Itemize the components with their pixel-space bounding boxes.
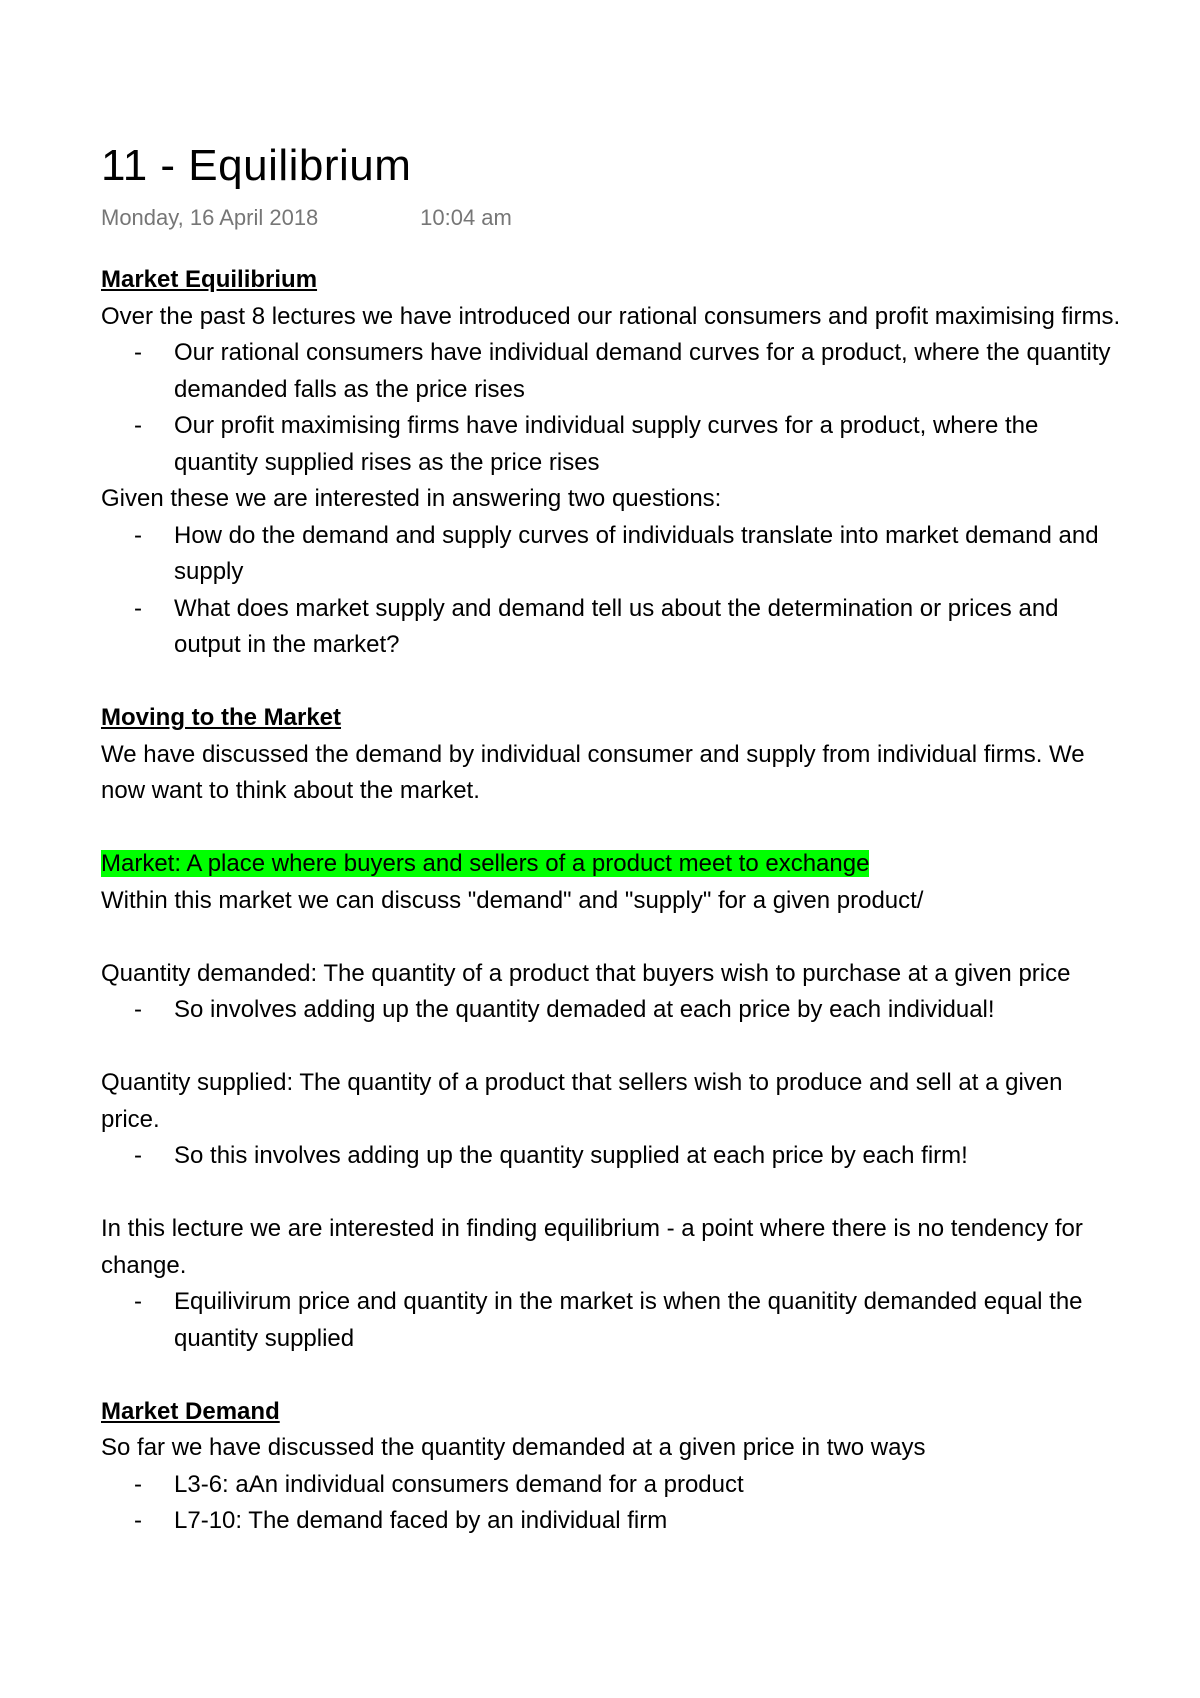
dash-bullet: - bbox=[134, 521, 142, 549]
list-item-text: L3-6: aAn individual consumers demand for a product bbox=[174, 1470, 744, 1498]
list-item bbox=[101, 992, 1121, 1029]
highlighted-definition: Market: A place where buyers and sellers of a product meet to exchange bbox=[101, 850, 870, 877]
list-item bbox=[101, 1138, 1121, 1175]
paragraph: Within this market we can discuss "demand" and "supply" for a given product/ bbox=[101, 886, 924, 914]
spacer bbox=[101, 810, 1121, 847]
spacer bbox=[101, 1357, 1121, 1394]
spacer bbox=[101, 664, 1121, 701]
list-item-text: L7-10: The demand faced by an individual firm bbox=[174, 1507, 668, 1534]
dash-bullet: - bbox=[134, 996, 142, 1023]
list-item-text: Our profit maximising firms have individual supply curves for a product, where the quantity supplied rises as the price rises bbox=[174, 412, 1039, 476]
note-time: 10:04 am bbox=[420, 205, 512, 230]
list-item-text: Our rational consumers have individual demand curves for a product, where the quantity demanded falls as the price rises bbox=[174, 339, 1111, 403]
spacer bbox=[101, 1175, 1121, 1212]
highlight-paragraph bbox=[101, 846, 1121, 883]
heading-moving-to-market: Moving to the Market bbox=[101, 704, 342, 731]
paragraph: Quantity demanded: The quantity of a product that buyers wish to purchase at a given price bbox=[101, 959, 1071, 987]
paragraph: In this lecture we are interested in finding equilibrium - a point where there is no tendency for change. bbox=[101, 1215, 1083, 1279]
paragraph: Given these we are interested in answering two questions: bbox=[101, 485, 722, 512]
note-body bbox=[101, 262, 1121, 1534]
list-item bbox=[101, 518, 1121, 591]
list-item bbox=[101, 1467, 1121, 1504]
bullet-list bbox=[101, 1284, 1121, 1357]
list-item-text: Equilivirum price and quantity in the market is when the quanitity demanded equal the quantity supplied bbox=[174, 1288, 1083, 1352]
bullet-list bbox=[101, 1138, 1121, 1175]
dash-bullet: - bbox=[134, 1288, 142, 1315]
list-item-text: So involves adding up the quantity demaded at each price by each individual! bbox=[174, 996, 995, 1023]
dash-bullet: - bbox=[134, 1507, 142, 1534]
bullet-list bbox=[101, 1467, 1121, 1534]
paragraph: So far we have discussed the quantity demanded at a given price in two ways bbox=[101, 1434, 926, 1461]
note-content bbox=[101, 134, 1121, 1534]
list-item bbox=[101, 408, 1121, 481]
list-item-cut-off bbox=[101, 1503, 1121, 1534]
dash-bullet: - bbox=[134, 1470, 142, 1498]
paragraph: Quantity supplied: The quantity of a product that sellers wish to produce and sell at a given price. bbox=[101, 1069, 1063, 1133]
heading-market-equilibrium: Market Equilibrium bbox=[101, 266, 318, 293]
list-item bbox=[101, 1284, 1121, 1357]
dash-bullet: - bbox=[134, 339, 142, 366]
note-date: Monday, 16 April 2018 bbox=[101, 205, 319, 230]
dash-bullet: - bbox=[134, 594, 142, 622]
bullet-list bbox=[101, 518, 1121, 664]
dash-bullet: - bbox=[134, 1142, 142, 1169]
list-item-text: What does market supply and demand tell us about the determination or prices and output in the market? bbox=[174, 594, 1059, 658]
note-meta bbox=[101, 200, 1121, 236]
bullet-list bbox=[101, 335, 1121, 481]
page-title: 11 - Equilibrium bbox=[101, 141, 412, 190]
list-item bbox=[101, 591, 1121, 664]
list-item bbox=[101, 335, 1121, 408]
spacer bbox=[101, 919, 1121, 956]
spacer bbox=[101, 1029, 1121, 1066]
dash-bullet: - bbox=[134, 412, 142, 439]
heading-market-demand: Market Demand bbox=[101, 1397, 280, 1425]
list-item-text: So this involves adding up the quantity supplied at each price by each firm! bbox=[174, 1142, 968, 1169]
bullet-list bbox=[101, 992, 1121, 1029]
paragraph: We have discussed the demand by individual consumer and supply from individual firms. We now want to think about the market. bbox=[101, 740, 1085, 804]
list-item-text: How do the demand and supply curves of individuals translate into market demand and supply bbox=[174, 521, 1099, 585]
paragraph: Over the past 8 lectures we have introduced our rational consumers and profit maximising firms. bbox=[101, 302, 1121, 330]
